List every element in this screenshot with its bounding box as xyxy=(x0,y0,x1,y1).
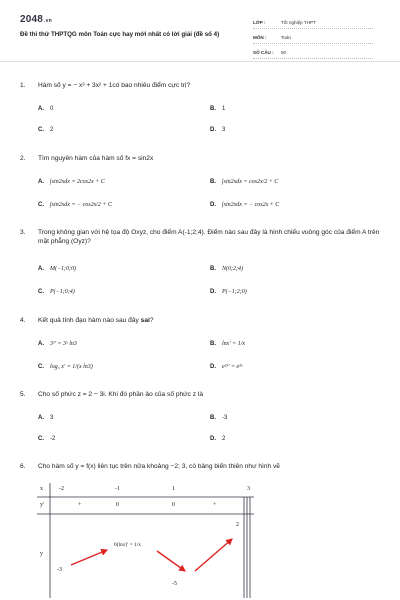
question-stem xyxy=(20,228,380,246)
option-a[interactable] xyxy=(38,415,53,421)
question-number: 5. xyxy=(20,391,26,398)
meta-value: Tốt nghiệp THPT xyxy=(281,19,316,25)
question-number: 1. xyxy=(20,82,26,89)
meta-key: SỐ CÂU : xyxy=(253,49,274,55)
option-text: ∫sin2xdx = 2cos2x + C xyxy=(50,179,105,185)
option-d[interactable] xyxy=(210,289,247,295)
meta-key: MÔN : xyxy=(253,34,267,40)
x-value: 3 xyxy=(247,486,250,492)
question-stem xyxy=(20,390,380,399)
question-text: Tìm nguyên hàm của hàm số fx = sin2x xyxy=(38,155,154,162)
increase-arrow xyxy=(71,550,107,565)
option-c[interactable] xyxy=(38,436,55,442)
option-text: 3 xyxy=(50,415,54,421)
option-c[interactable] xyxy=(38,127,53,133)
option-text: N(0;2;4) xyxy=(222,266,243,272)
option-b[interactable] xyxy=(210,106,225,112)
question-number: 2. xyxy=(20,155,26,162)
option-a[interactable] xyxy=(38,106,53,112)
question-text: Trong không gian với hệ tọa độ Oxyz, cho điểm A(-1;2;4). Điểm nào sau đây là hình chiếu vuông góc của điểm A trên mặt phẳng (Oyz)? xyxy=(38,229,380,245)
option-b[interactable] xyxy=(210,341,245,347)
question-stem xyxy=(20,316,380,325)
derivative-label: y′ xyxy=(40,502,45,508)
option-key: A. xyxy=(38,341,44,347)
logo-text: 2048 xyxy=(20,14,44,25)
option-key: A. xyxy=(38,266,44,272)
x-label: x xyxy=(40,486,43,492)
derivative-sign: 0 xyxy=(116,502,119,508)
option-text: P(−1;2;0) xyxy=(222,289,247,295)
question-text xyxy=(38,316,380,325)
question-text: Cho số phức z = 2 − 3i. Khi đó phần ảo của số phức z là xyxy=(38,391,203,398)
y-label: y xyxy=(40,551,43,557)
question-2 xyxy=(20,154,380,163)
option-c[interactable] xyxy=(38,289,75,295)
derivative-sign: + xyxy=(213,502,217,508)
option-key: B. xyxy=(210,341,216,347)
option-key: D. xyxy=(210,364,216,370)
option-text: 3ˣ′ = 3ˣ ln3 xyxy=(50,341,77,347)
option-text: M(−1;0;0) xyxy=(50,266,77,272)
option-text: P(−1;0;4) xyxy=(50,289,75,295)
option-text: ∫sin2xdx = − cos2x + C xyxy=(222,202,280,208)
option-c[interactable] xyxy=(38,364,93,370)
question-number: 4. xyxy=(20,317,26,324)
meta-key: LỚP : xyxy=(253,19,266,25)
y-value: -5 xyxy=(172,581,177,587)
option-key: A. xyxy=(38,179,44,185)
option-b[interactable] xyxy=(210,415,227,421)
option-text: 2 xyxy=(222,436,226,442)
question-stem xyxy=(20,81,380,90)
option-d[interactable] xyxy=(210,436,225,442)
option-key: A. xyxy=(38,415,44,421)
option-d[interactable] xyxy=(210,364,243,370)
question-stem xyxy=(20,462,380,471)
y-value: 2 xyxy=(236,522,239,528)
increase-arrow xyxy=(195,539,232,571)
x-value: 1 xyxy=(172,486,175,492)
question-number: 6. xyxy=(20,463,26,470)
option-text: ∫sin2xdx = − cos2x/2 + C xyxy=(50,202,112,208)
option-key: D. xyxy=(210,289,216,295)
y-value: 0(lnx)′ = 1/x xyxy=(114,542,141,548)
option-d[interactable] xyxy=(210,202,279,208)
question-number: 3. xyxy=(20,229,26,236)
option-d[interactable] xyxy=(210,127,225,133)
exam-title: Đề thi thử THPTQG môn Toán cực hay mới nhất có lời giải (đề số 4) xyxy=(20,31,220,38)
question-text: Hàm số y = − x³ + 3x² + 1có bao nhiêu điểm cực trị? xyxy=(38,82,191,89)
option-c[interactable] xyxy=(38,202,112,208)
option-text: -2 xyxy=(50,436,56,442)
option-text: 0 xyxy=(50,106,54,112)
option-text: ∫sin2xdx = cos2x/2 + C xyxy=(222,179,279,185)
meta-row-class xyxy=(253,16,373,29)
option-key: D. xyxy=(210,436,216,442)
derivative-sign: 0 xyxy=(172,502,175,508)
site-logo[interactable] xyxy=(20,14,52,25)
question-text: Cho hàm số y = f(x) liên tục trên nửa khoảng −2; 3, có bảng biến thiên như hình vẽ xyxy=(38,463,280,470)
option-key: C. xyxy=(38,436,44,442)
option-text: log₃ x′ = 1/(x ln3) xyxy=(50,364,93,370)
option-key: D. xyxy=(210,127,216,133)
option-key: B. xyxy=(210,106,216,112)
question-3 xyxy=(20,228,380,246)
variation-table-grid xyxy=(37,483,254,598)
header xyxy=(0,0,400,62)
option-key: C. xyxy=(38,289,44,295)
meta-row-subject xyxy=(253,31,373,44)
option-text: 1 xyxy=(222,106,226,112)
variation-table xyxy=(37,483,254,598)
meta-value: 50 xyxy=(281,49,287,55)
exam-meta xyxy=(253,16,373,61)
option-key: C. xyxy=(38,364,44,370)
decrease-arrow xyxy=(157,551,185,571)
option-text: -3 xyxy=(222,415,228,421)
option-key: B. xyxy=(210,415,216,421)
logo-suffix: .vn xyxy=(44,18,52,24)
option-a[interactable] xyxy=(38,179,105,185)
y-value: -3 xyxy=(57,567,62,573)
meta-row-count xyxy=(253,46,373,59)
option-b[interactable] xyxy=(210,266,243,272)
option-text: 2 xyxy=(50,127,54,133)
option-key: B. xyxy=(210,266,216,272)
question-4 xyxy=(20,316,380,325)
option-key: C. xyxy=(38,202,44,208)
option-key: C. xyxy=(38,127,44,133)
question-text-post: ? xyxy=(149,317,154,324)
question-text-emphasis: sai xyxy=(140,317,150,324)
derivative-sign: + xyxy=(78,502,82,508)
meta-value: Toán xyxy=(281,34,291,40)
x-value: -1 xyxy=(115,486,120,492)
option-text: 3 xyxy=(222,127,226,133)
x-value: -2 xyxy=(59,486,64,492)
option-a[interactable] xyxy=(38,266,76,272)
option-text: lnx′ = 1/x xyxy=(222,341,246,347)
question-stem xyxy=(20,154,380,163)
option-key: B. xyxy=(210,179,216,185)
question-5 xyxy=(20,390,380,399)
option-key: A. xyxy=(38,106,44,112)
question-6 xyxy=(20,462,380,471)
option-text: e²ˣ′ = e²ˣ xyxy=(222,364,243,370)
option-key: D. xyxy=(210,202,216,208)
option-a[interactable] xyxy=(38,341,77,347)
question-1 xyxy=(20,81,380,90)
option-b[interactable] xyxy=(210,179,278,185)
question-text-pre: Kết quả tính đạo hàm nào sau đây xyxy=(38,317,141,324)
